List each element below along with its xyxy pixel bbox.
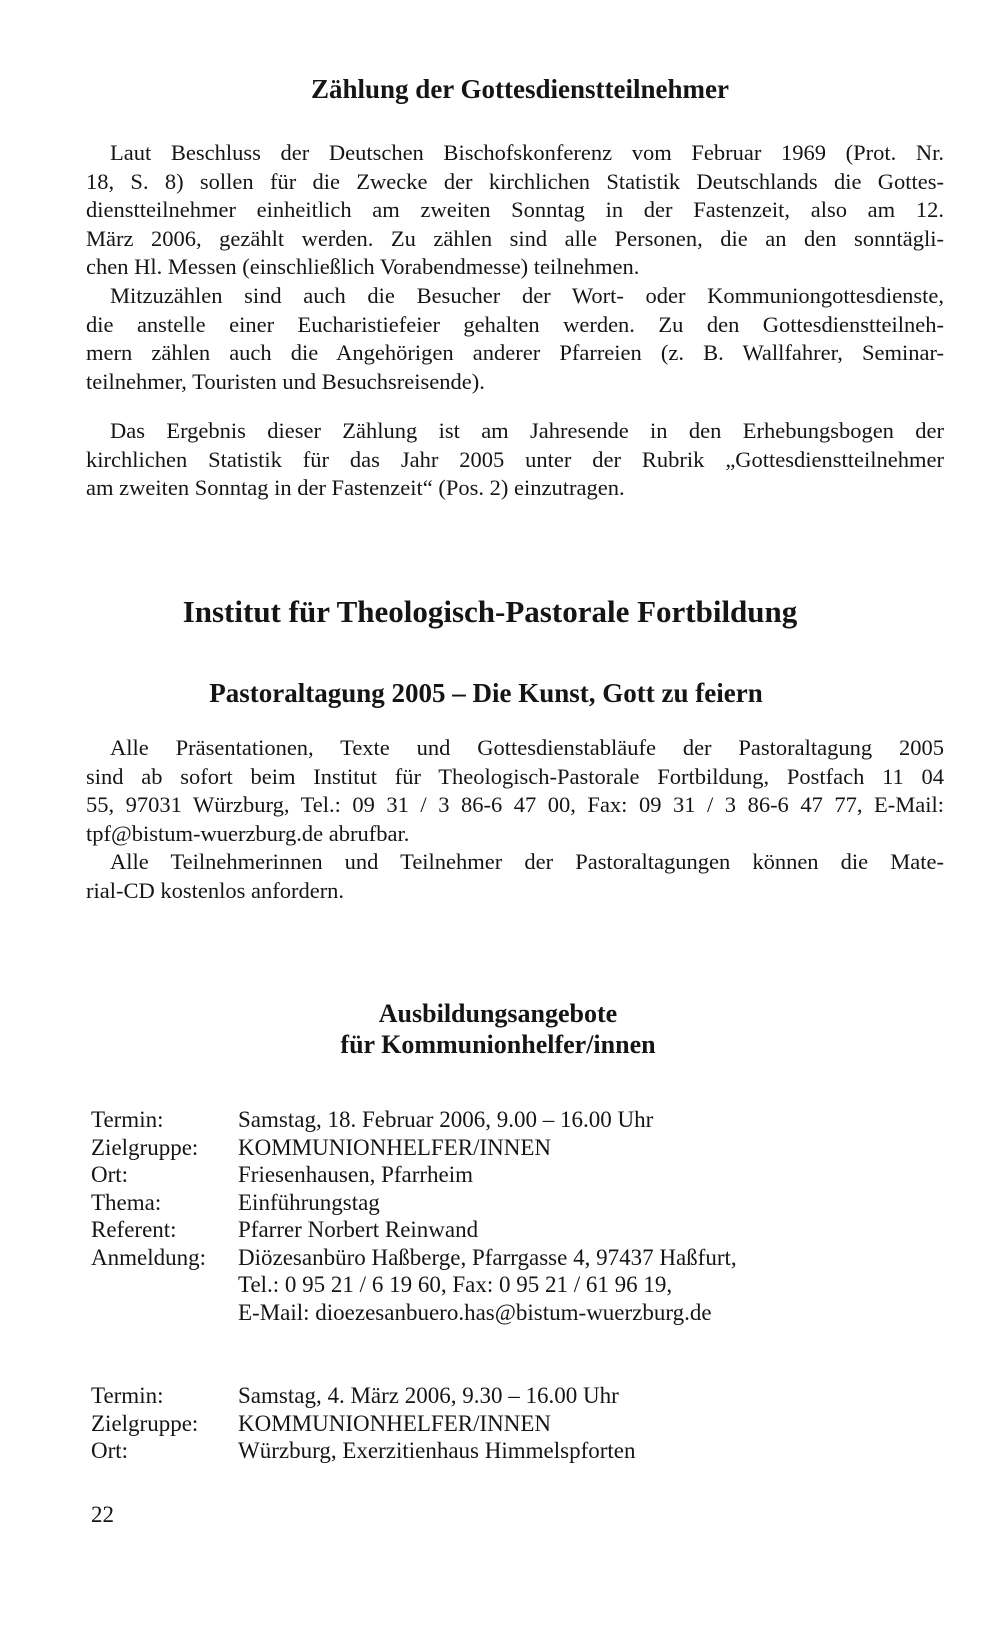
row-label: Ort: — [91, 1438, 129, 1463]
text-line: teilnehmer, Touristen und Besuchsreisende). — [86, 368, 485, 394]
section-title-institut: Institut für Theologisch-Pastorale Fortbildung — [182, 594, 798, 629]
text-line: mern zählen auch die Angehörigen anderer Pfarreien (z. B. Wallfahrer, Seminar- — [86, 340, 944, 366]
schedule-row — [91, 1189, 951, 1217]
row-value: Diözesanbüro Haßberge, Pfarrgasse 4, 97437 Haßfurt, — [238, 1244, 737, 1270]
row-value: Samstag, 18. Februar 2006, 9.00 – 16.00 Uhr — [238, 1107, 654, 1132]
text-line: am zweiten Sonntag in der Fastenzeit“ (Pos. 2) einzutragen. — [86, 475, 625, 501]
text-line: die anstelle einer Eucharistiefeier gehalten werden. Zu den Gottesdienstteilneh- — [86, 311, 944, 337]
row-value: Samstag, 4. März 2006, 9.30 – 16.00 Uhr — [238, 1383, 619, 1408]
schedule-row — [91, 1271, 951, 1299]
text-line: März 2006, gezählt werden. Zu zählen sind alle Personen, die an den sonntägli- — [86, 225, 944, 251]
schedule-row — [91, 1134, 951, 1162]
row-value: KOMMUNIONHELFER/INNEN — [238, 1410, 552, 1436]
row-value: Pfarrer Norbert Reinwand — [238, 1217, 479, 1242]
row-value: E-Mail: dioezesanbuero.has@bistum-wuerzburg.de — [238, 1299, 712, 1325]
row-value: Würzburg, Exerzitienhaus Himmelspforten — [238, 1438, 636, 1463]
schedule-row — [91, 1161, 951, 1189]
row-label: Referent: — [91, 1217, 177, 1242]
text-line: Laut Beschluss der Deutschen Bischofskonferenz vom Februar 1969 (Prot. Nr. — [110, 140, 944, 165]
row-value: KOMMUNIONHELFER/INNEN — [238, 1134, 552, 1160]
row-label: Zielgruppe: — [91, 1410, 199, 1436]
row-label: Termin: — [91, 1383, 164, 1408]
section-title-zaehlung: Zählung der Gottesdienstteilnehmer — [311, 74, 729, 104]
text-line: rial-CD kostenlos anfordern. — [86, 877, 345, 903]
text-line: Alle Präsentationen, Texte und Gottesdienstabläufe der Pastoraltagung 2005 — [110, 735, 944, 760]
row-label: Zielgruppe: — [91, 1134, 199, 1160]
paragraph-zaehlung-2 — [86, 417, 944, 503]
text-line: chen Hl. Messen (einschließlich Vorabendmesse) teilnehmen. — [86, 254, 640, 280]
text-line: Alle Teilnehmerinnen und Teilnehmer der Pastoraltagungen können die Mate- — [110, 849, 944, 875]
row-value: Einführungstag — [238, 1189, 380, 1215]
row-value: Friesenhausen, Pfarrheim — [238, 1162, 474, 1187]
paragraph-zaehlung-1 — [86, 139, 944, 396]
title-line: für Kommunionhelfer/innen — [340, 1030, 656, 1059]
row-label: Thema: — [91, 1189, 162, 1215]
page-number: 22 — [91, 1502, 114, 1527]
row-label: Ort: — [91, 1162, 129, 1187]
schedule-row — [91, 1244, 951, 1272]
paragraph-pastoraltagung — [86, 734, 944, 906]
row-value: Tel.: 0 95 21 / 6 19 60, Fax: 0 95 21 / 61 96 19, — [238, 1272, 673, 1297]
text-line: kirchlichen Statistik für das Jahr 2005 unter der Rubrik „Gottesdienstteilnehmer — [86, 446, 944, 472]
section-title-ausbildung — [0, 998, 998, 1060]
schedule-row — [91, 1299, 951, 1327]
row-label — [91, 1299, 238, 1327]
event-schedule-2 — [91, 1382, 951, 1465]
schedule-row — [91, 1410, 951, 1438]
text-line: dienstteilnehmer einheitlich am zweiten Sonntag in der Fastenzeit, also am 12. — [86, 197, 944, 223]
section-subtitle-pastoraltagung: Pastoraltagung 2005 – Die Kunst, Gott zu feiern — [209, 678, 763, 708]
text-line: 55, 97031 Würzburg, Tel.: 09 31 / 3 86-6 47 00, Fax: 09 31 / 3 86-6 47 77, E-Mail: — [86, 792, 944, 818]
title-line: Ausbildungsangebote — [378, 999, 618, 1028]
schedule-row — [91, 1216, 951, 1244]
row-label: Anmeldung: — [91, 1244, 206, 1270]
schedule-row — [91, 1437, 951, 1465]
text-line: Das Ergebnis dieser Zählung ist am Jahresende in den Erhebungsbogen der — [110, 418, 944, 443]
text-line: sind ab sofort beim Institut für Theologisch-Pastorale Fortbildung, Postfach 11 04 — [86, 763, 944, 789]
event-schedule-1 — [91, 1106, 951, 1326]
schedule-row — [91, 1382, 951, 1410]
row-label — [91, 1271, 238, 1299]
text-line: tpf@bistum-wuerzburg.de abrufbar. — [86, 820, 410, 846]
schedule-row — [91, 1106, 951, 1134]
text-line: Mitzuzählen sind auch die Besucher der Wort- oder Kommuniongottesdienste, — [110, 282, 944, 308]
row-label: Termin: — [91, 1107, 164, 1132]
text-line: 18, S. 8) sollen für die Zwecke der kirchlichen Statistik Deutschlands die Gottes- — [86, 168, 944, 194]
